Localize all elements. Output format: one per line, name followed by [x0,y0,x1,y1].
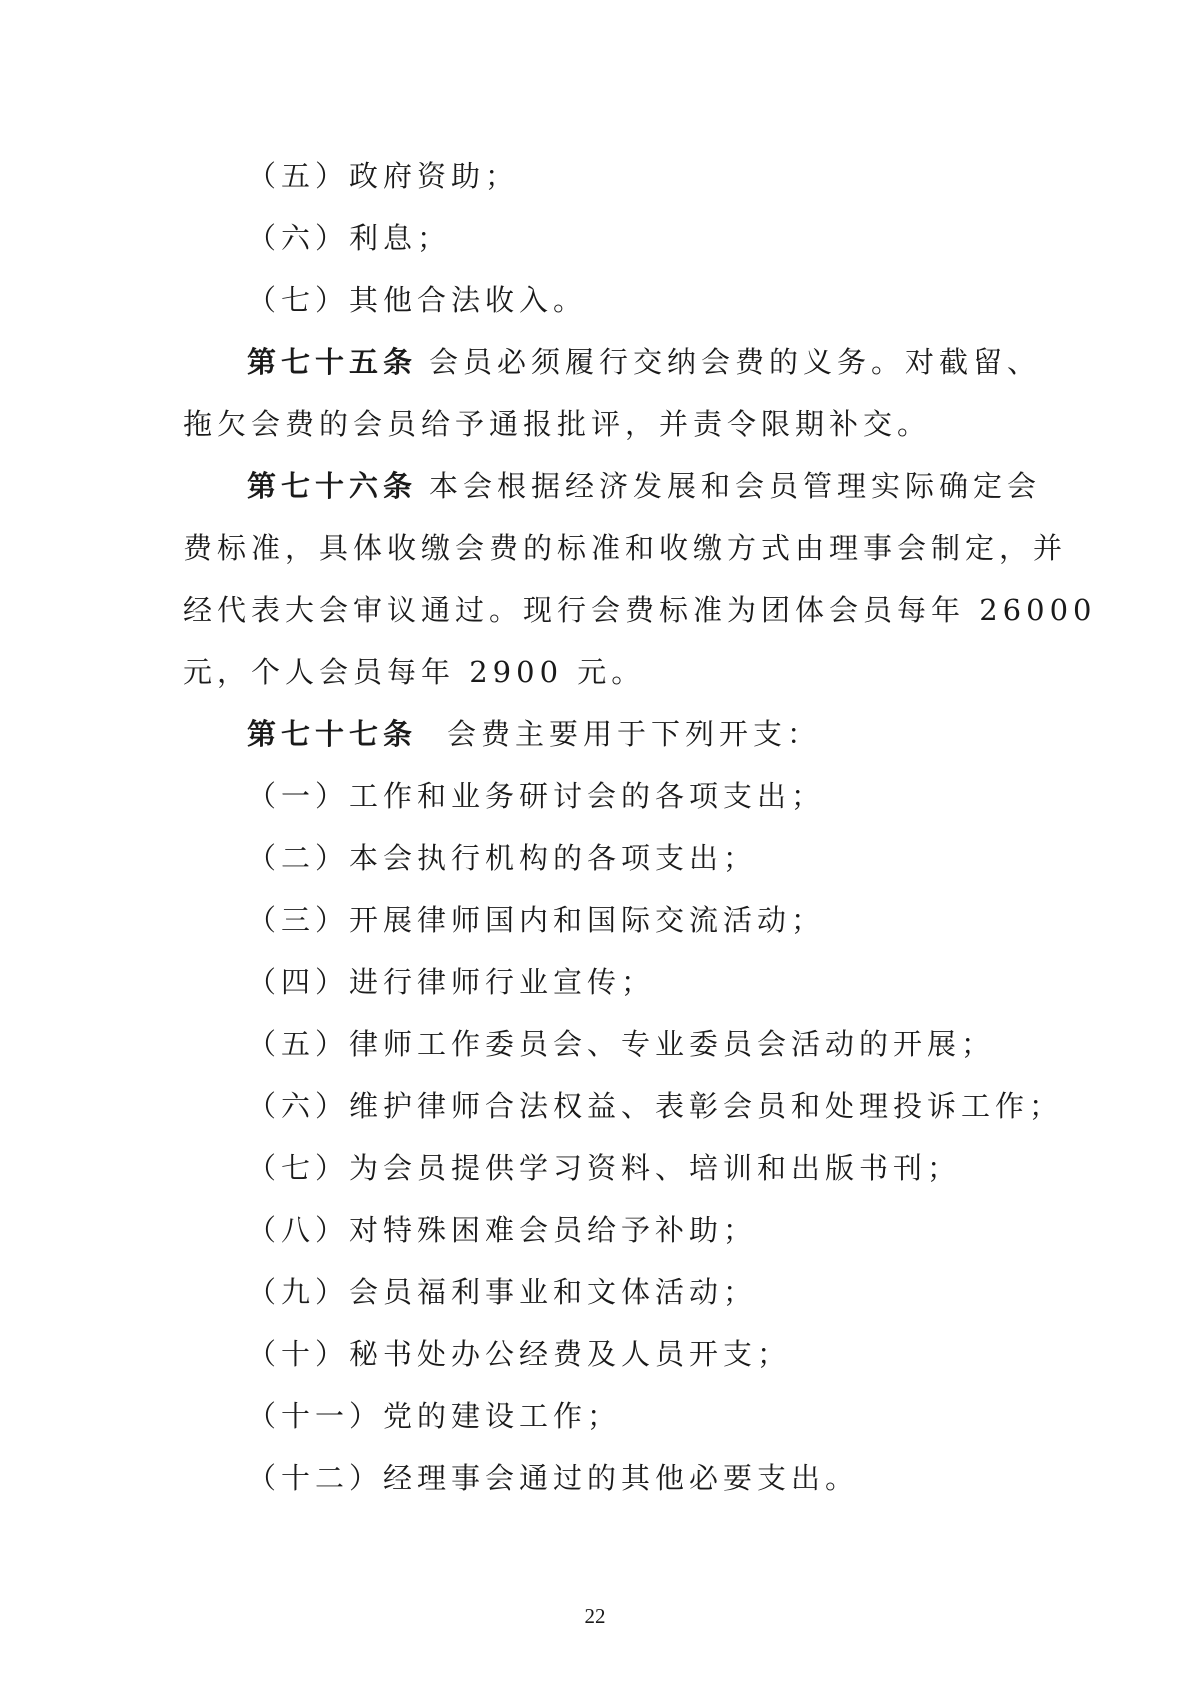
article-77-heading: 第七十七条 [247,717,418,751]
list-item: （十）秘书处办公经费及人员开支； [247,1337,792,1371]
list-item: （五）政府资助； [247,159,520,193]
list-item: （九）会员福利事业和文体活动； [247,1275,758,1309]
list-item: （二）本会执行机构的各项支出； [247,841,758,875]
list-item: （六）维护律师合法权益、表彰会员和处理投诉工作； [247,1089,1064,1123]
article-77-text: 会费主要用于下列开支： [447,717,822,751]
document-body [183,145,1097,1509]
article-75-line-2: 拖欠会费的会员给予通报批评，并责令限期补交。 [183,407,932,441]
article-76-line-3: 经代表大会审议通过。现行会费标准为团体会员每年 26000 [183,593,1097,627]
article-77-line-1 [183,703,1023,765]
list-item: （七）为会员提供学习资料、培训和出版书刊； [247,1151,962,1185]
article-76-line-2: 费标准，具体收缴会费的标准和收缴方式由理事会制定，并 [183,531,1068,565]
list-item: （十二）经理事会通过的其他必要支出。 [247,1461,860,1495]
list-item: （六）利息； [247,221,452,255]
article-76-text: 本会根据经济发展和会员管理实际确定会 [429,469,1042,503]
list-item: （五）律师工作委员会、专业委员会活动的开展； [247,1027,996,1061]
article-76-line-4: 元，个人会员每年 2900 元。 [183,655,646,689]
article-75-line-1 [183,331,1042,393]
list-item: （七）其他合法收入。 [247,283,588,317]
article-75-text: 会员必须履行交纳会费的义务。对截留、 [429,345,1042,379]
page-number: 22 [584,1604,606,1628]
list-item: （一）工作和业务研讨会的各项支出； [247,779,826,813]
article-76-heading: 第七十六条 [247,469,418,503]
list-item: （八）对特殊困难会员给予补助； [247,1213,758,1247]
list-item: （三）开展律师国内和国际交流活动； [247,903,826,937]
list-item: （四）进行律师行业宣传； [247,965,656,999]
article-76-line-1 [183,455,1042,517]
article-75-heading: 第七十五条 [247,345,418,379]
list-item: （十一）党的建设工作； [247,1399,622,1433]
